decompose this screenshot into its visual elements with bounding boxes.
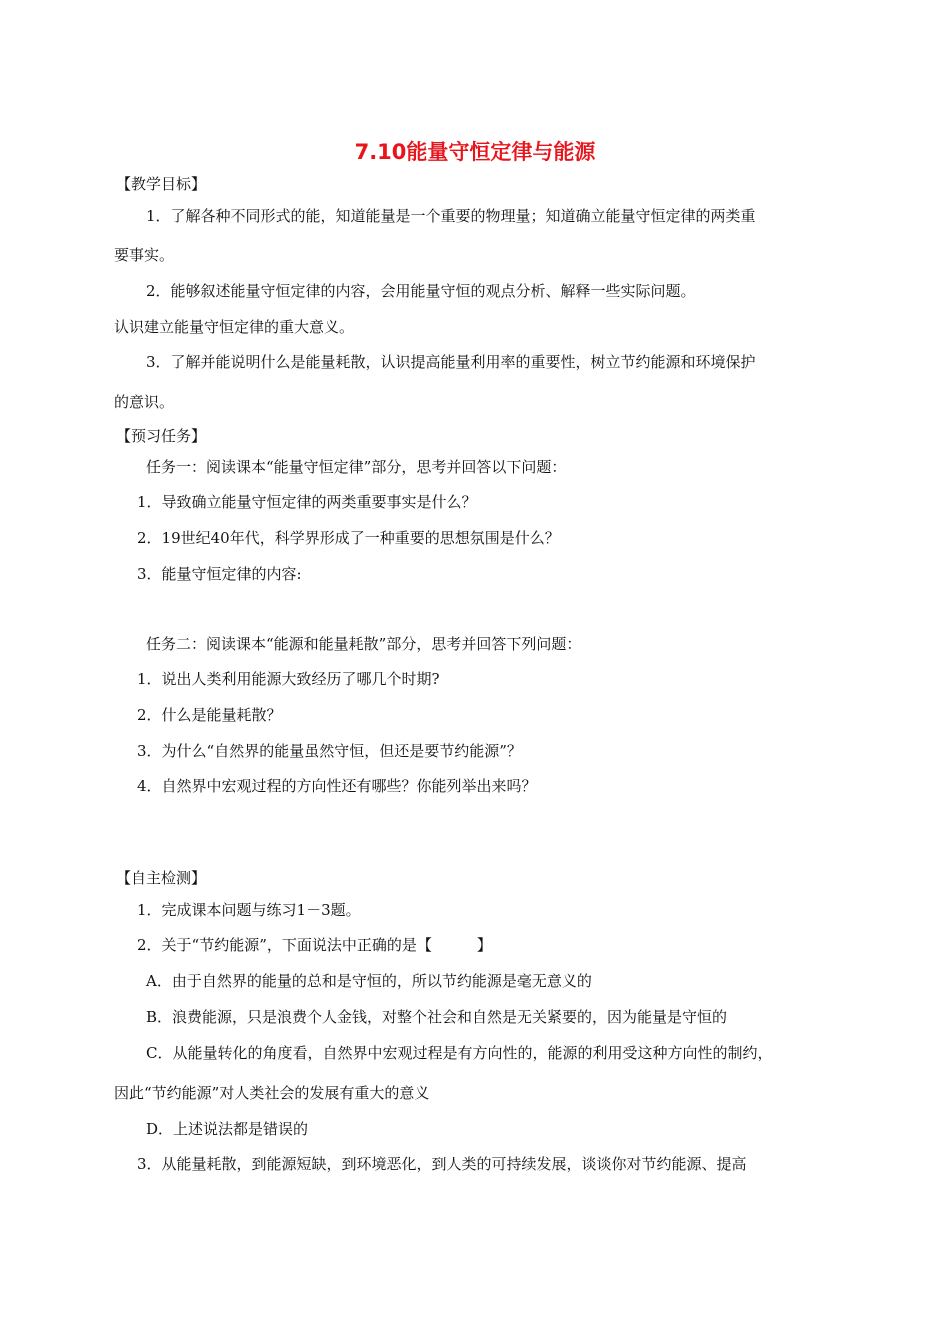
selfcheck-question-2: 2．关于“节约能源”，下面说法中正确的是【 】 — [137, 936, 492, 954]
task-two-question-1: 1．说出人类利用能源大致经历了哪几个时期? — [137, 670, 440, 688]
task-two-intro: 任务二：阅读课本“能源和能量耗散”部分，思考并回答下列问题： — [146, 635, 582, 653]
goal-item-2-line-2: 认识建立能量守恒定律的重大意义。 — [114, 318, 355, 336]
option-c-line-2: 因此“节约能源”对人类社会的发展有重大的意义 — [114, 1084, 430, 1102]
goal-item-1-line-1: 1．了解各种不同形式的能，知道能量是一个重要的物理量；知道确立能量守恒定律的两类重 — [146, 207, 756, 225]
selfcheck-question-1: 1．完成课本问题与练习1－3题。 — [137, 901, 361, 919]
goal-item-2-line-1: 2．能够叙述能量守恒定律的内容，会用能量守恒的观点分析、解释一些实际问题。 — [146, 282, 696, 300]
task-one-question-1: 1．导致确立能量守恒定律的两类重要事实是什么？ — [137, 493, 477, 511]
section-heading-goals: 【教学目标】 — [116, 175, 207, 193]
option-a: A．由于自然界的能量的总和是守恒的，所以节约能源是毫无意义的 — [146, 972, 592, 990]
task-one-question-2: 2．19世纪40年代，科学界形成了一种重要的思想氛围是什么？ — [137, 529, 560, 547]
section-heading-selfcheck: 【自主检测】 — [116, 869, 207, 887]
option-d: D．上述说法都是错误的 — [146, 1120, 309, 1138]
option-c-line-1: C．从能量转化的角度看，自然界中宏观过程是有方向性的，能源的利用受这种方向性的制约， — [146, 1044, 773, 1062]
option-b: B．浪费能源，只是浪费个人金钱，对整个社会和自然是无关紧要的，因为能量是守恒的 — [146, 1008, 728, 1026]
goal-item-1-line-2: 要事实。 — [114, 246, 175, 264]
selfcheck-question-3: 3．从能量耗散，到能源短缺，到环境恶化，到人类的可持续发展，谈谈你对节约能源、提高 — [137, 1155, 747, 1173]
task-one-intro: 任务一：阅读课本“能量守恒定律”部分，思考并回答以下问题： — [146, 458, 567, 476]
task-two-question-3: 3．为什么“自然界的能量虽然守恒，但还是要节约能源”？ — [137, 742, 522, 760]
goal-item-3-line-1: 3．了解并能说明什么是能量耗散，认识提高能量利用率的重要性，树立节约能源和环境保护 — [146, 353, 756, 371]
section-heading-preview: 【预习任务】 — [116, 427, 207, 445]
task-two-question-4: 4．自然界中宏观过程的方向性还有哪些？你能列举出来吗？ — [137, 777, 537, 795]
goal-item-3-line-2: 的意识。 — [114, 393, 175, 411]
task-one-question-3: 3．能量守恒定律的内容: — [137, 565, 302, 583]
page-title: 7.10能量守恒定律与能源 — [354, 140, 596, 164]
task-two-question-2: 2．什么是能量耗散？ — [137, 706, 282, 724]
